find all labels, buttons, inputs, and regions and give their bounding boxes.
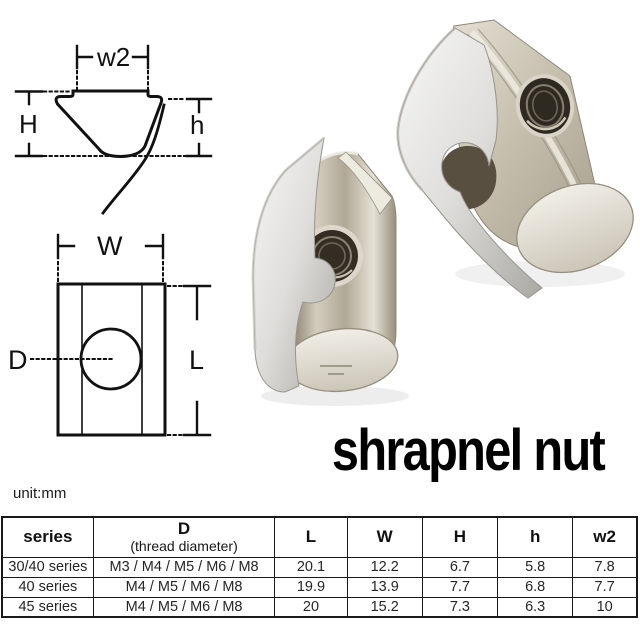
cell-w2: 10: [573, 597, 637, 617]
table-row-30-40-series: [2, 557, 637, 577]
column-header-d-sub: (thread diameter): [130, 537, 238, 554]
cell-series: 40 series: [2, 577, 93, 597]
cell-w: 13.9: [347, 577, 422, 597]
cell-h-low: 5.8: [498, 557, 573, 577]
cell-l: 20.1: [275, 557, 347, 577]
column-header-d: [93, 517, 275, 557]
cell-h-low: 6.3: [498, 597, 573, 617]
dim-label-D: D: [8, 345, 28, 375]
cell-thread-diameter: M3 / M4 / M5 / M6 / M8: [93, 557, 275, 577]
cell-series: 45 series: [2, 597, 93, 617]
column-header-h-low: h: [498, 517, 573, 557]
nut-side-profile: [56, 91, 162, 157]
cell-h-low: 6.8: [498, 577, 573, 597]
cell-h-cap: 7.3: [422, 597, 497, 617]
column-header-w2: w2: [573, 517, 637, 557]
cell-thread-diameter: M4 / M5 / M6 / M8: [93, 597, 275, 617]
cell-w: 12.2: [347, 557, 422, 577]
column-header-w: W: [347, 517, 422, 557]
dim-label-W: W: [97, 231, 123, 261]
cell-h-cap: 7.7: [422, 577, 497, 597]
column-header-h-cap: H: [422, 517, 497, 557]
column-header-d-label: D: [177, 519, 191, 539]
cell-w: 15.2: [347, 597, 422, 617]
dimension-table: [1, 516, 638, 618]
spring-nut-photo-left: [253, 138, 401, 397]
table-header-row: [2, 517, 637, 557]
product-photo: [240, 0, 640, 410]
cell-h-cap: 6.7: [422, 557, 497, 577]
dim-label-w2: w2: [97, 42, 131, 72]
side-view-diagram: [0, 0, 250, 232]
cell-thread-diameter: M4 / M5 / M6 / M8: [93, 577, 275, 597]
table-row-40-series: [2, 577, 637, 597]
top-view-diagram: [0, 222, 250, 470]
column-header-series: series: [2, 517, 93, 557]
dim-label-L: L: [189, 345, 205, 375]
cell-w2: 7.8: [573, 557, 637, 577]
L-extension-lines: [168, 286, 182, 435]
column-header-l: L: [275, 517, 347, 557]
cell-w2: 7.7: [573, 577, 637, 597]
cell-series: 30/40 series: [2, 557, 93, 577]
dim-label-H: H: [19, 109, 38, 139]
table-row-45-series: [2, 597, 637, 617]
spring-nut-photo-right: [398, 20, 640, 298]
cell-l: 19.9: [275, 577, 347, 597]
product-title: shrapnel nut: [331, 418, 605, 483]
w2-extension-lines: [77, 71, 148, 89]
unit-note: unit:mm: [13, 485, 67, 502]
W-extension-lines: [58, 262, 163, 281]
dim-label-h: h: [190, 110, 205, 140]
cell-l: 20: [275, 597, 347, 617]
